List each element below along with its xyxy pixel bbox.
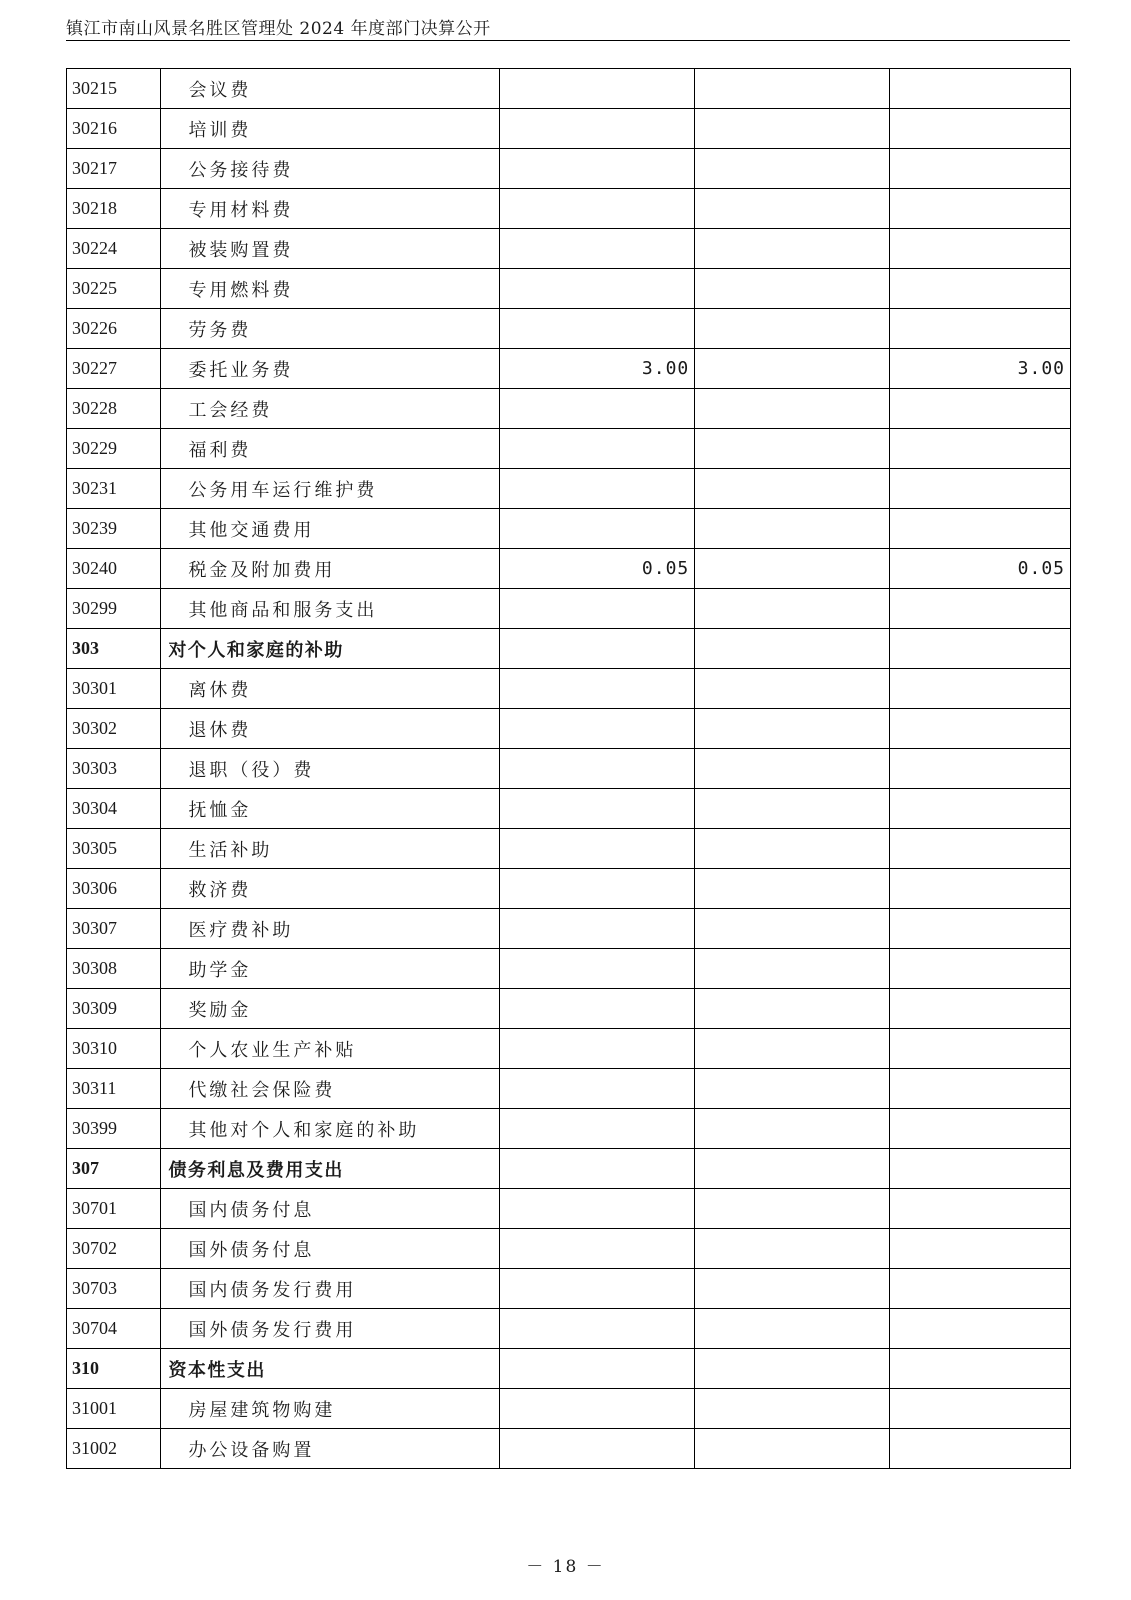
account-code-cell: 30701 <box>67 1189 161 1229</box>
amount-cell-col5 <box>890 749 1071 789</box>
table-row <box>67 749 1071 789</box>
amount-cell-col4 <box>695 1229 890 1269</box>
amount-cell-col3 <box>500 69 695 109</box>
table-group-row <box>67 1149 1071 1189</box>
amount-cell-col4 <box>695 229 890 269</box>
amount-cell-col3 <box>500 1189 695 1229</box>
amount-cell-col3 <box>500 989 695 1029</box>
amount-cell-col5 <box>890 69 1071 109</box>
account-code-cell: 30225 <box>67 269 161 309</box>
amount-cell-col3 <box>500 669 695 709</box>
account-name-cell: 抚恤金 <box>161 789 500 829</box>
amount-cell-col5 <box>890 1229 1071 1269</box>
account-code-cell: 30306 <box>67 869 161 909</box>
amount-cell-col5 <box>890 1149 1071 1189</box>
account-name-cell: 离休费 <box>161 669 500 709</box>
table-row <box>67 1229 1071 1269</box>
account-name-cell: 公务接待费 <box>161 149 500 189</box>
amount-cell-col3 <box>500 509 695 549</box>
account-name-cell: 房屋建筑物购建 <box>161 1389 500 1429</box>
account-name-cell: 国内债务付息 <box>161 1189 500 1229</box>
account-code-cell: 30301 <box>67 669 161 709</box>
account-name-cell: 其他商品和服务支出 <box>161 589 500 629</box>
amount-cell-col4 <box>695 629 890 669</box>
amount-cell-col4 <box>695 1269 890 1309</box>
amount-cell-col3 <box>500 1349 695 1389</box>
amount-cell-col3 <box>500 1389 695 1429</box>
page-number: － 18 － <box>526 1557 605 1577</box>
header-divider <box>66 40 1070 41</box>
table-row <box>67 869 1071 909</box>
amount-cell-col4 <box>695 109 890 149</box>
account-name-cell: 会议费 <box>161 69 500 109</box>
amount-cell-col5 <box>890 429 1071 469</box>
account-code-cell: 30227 <box>67 349 161 389</box>
account-code-cell: 310 <box>67 1349 161 1389</box>
amount-cell-col5 <box>890 669 1071 709</box>
amount-cell-col3 <box>500 1229 695 1269</box>
account-code-cell: 30399 <box>67 1109 161 1149</box>
amount-cell-col3 <box>500 749 695 789</box>
amount-cell-col4 <box>695 309 890 349</box>
amount-cell-col4 <box>695 669 890 709</box>
amount-cell-col4 <box>695 349 890 389</box>
amount-cell-col3 <box>500 1309 695 1349</box>
account-code-cell: 30307 <box>67 909 161 949</box>
table-row <box>67 1429 1071 1469</box>
account-code-cell: 31002 <box>67 1429 161 1469</box>
account-code-cell: 30217 <box>67 149 161 189</box>
account-name-cell: 税金及附加费用 <box>161 549 500 589</box>
amount-cell-col5 <box>890 1269 1071 1309</box>
amount-cell-col4 <box>695 749 890 789</box>
amount-cell-col5 <box>890 1429 1071 1469</box>
account-name-cell: 奖励金 <box>161 989 500 1029</box>
amount-cell-col3 <box>500 949 695 989</box>
account-code-cell: 30218 <box>67 189 161 229</box>
table-row <box>67 1389 1071 1429</box>
account-name-cell: 被装购置费 <box>161 229 500 269</box>
amount-cell-col4 <box>695 69 890 109</box>
account-name-cell: 资本性支出 <box>161 1349 500 1389</box>
table-group-row <box>67 1349 1071 1389</box>
amount-cell-col3 <box>500 1109 695 1149</box>
table-row <box>67 669 1071 709</box>
account-name-cell: 公务用车运行维护费 <box>161 469 500 509</box>
account-code-cell: 30240 <box>67 549 161 589</box>
account-name-cell: 其他交通费用 <box>161 509 500 549</box>
amount-cell-col4 <box>695 1309 890 1349</box>
amount-cell-col4 <box>695 1389 890 1429</box>
amount-cell-col3 <box>500 1149 695 1189</box>
table-row <box>67 949 1071 989</box>
amount-cell-col3 <box>500 829 695 869</box>
amount-cell-col5 <box>890 949 1071 989</box>
amount-cell-col4 <box>695 549 890 589</box>
amount-cell-col4 <box>695 149 890 189</box>
amount-cell-col3 <box>500 1429 695 1469</box>
account-name-cell: 退职（役）费 <box>161 749 500 789</box>
amount-cell-col5 <box>890 1349 1071 1389</box>
document-header-title: 镇江市南山风景名胜区管理处 2024 年度部门决算公开 <box>66 19 491 39</box>
amount-cell-col5 <box>890 989 1071 1029</box>
amount-cell-col4 <box>695 1429 890 1469</box>
table-group-row <box>67 629 1071 669</box>
account-code-cell: 30704 <box>67 1309 161 1349</box>
account-name-cell: 对个人和家庭的补助 <box>161 629 500 669</box>
account-code-cell: 30310 <box>67 1029 161 1069</box>
account-name-cell: 代缴社会保险费 <box>161 1069 500 1109</box>
amount-cell-col5 <box>890 509 1071 549</box>
table-row <box>67 1269 1071 1309</box>
account-code-cell: 30304 <box>67 789 161 829</box>
amount-cell-col4 <box>695 469 890 509</box>
amount-cell-col4 <box>695 989 890 1029</box>
amount-cell-col4 <box>695 509 890 549</box>
amount-cell-col3: 3.00 <box>500 349 695 389</box>
account-code-cell: 31001 <box>67 1389 161 1429</box>
amount-cell-col4 <box>695 1029 890 1069</box>
table-row <box>67 989 1071 1029</box>
amount-cell-col3: 0.05 <box>500 549 695 589</box>
amount-cell-col3 <box>500 1269 695 1309</box>
table-row <box>67 149 1071 189</box>
table-row <box>67 549 1071 589</box>
account-name-cell: 债务利息及费用支出 <box>161 1149 500 1189</box>
amount-cell-col5 <box>890 149 1071 189</box>
amount-cell-col3 <box>500 629 695 669</box>
account-code-cell: 30216 <box>67 109 161 149</box>
amount-cell-col5 <box>890 709 1071 749</box>
account-code-cell: 30303 <box>67 749 161 789</box>
amount-cell-col3 <box>500 189 695 229</box>
account-name-cell: 劳务费 <box>161 309 500 349</box>
expenditure-table <box>66 68 1071 1469</box>
expenditure-table-body <box>67 69 1071 1469</box>
amount-cell-col5 <box>890 309 1071 349</box>
account-name-cell: 救济费 <box>161 869 500 909</box>
account-code-cell: 30308 <box>67 949 161 989</box>
account-code-cell: 303 <box>67 629 161 669</box>
amount-cell-col4 <box>695 949 890 989</box>
table-row <box>67 229 1071 269</box>
amount-cell-col5 <box>890 1309 1071 1349</box>
table-row <box>67 309 1071 349</box>
account-name-cell: 委托业务费 <box>161 349 500 389</box>
account-name-cell: 生活补助 <box>161 829 500 869</box>
amount-cell-col5 <box>890 469 1071 509</box>
amount-cell-col5 <box>890 1389 1071 1429</box>
table-row <box>67 589 1071 629</box>
amount-cell-col3 <box>500 429 695 469</box>
table-row <box>67 909 1071 949</box>
amount-cell-col5 <box>890 1069 1071 1109</box>
amount-cell-col3 <box>500 1069 695 1109</box>
amount-cell-col4 <box>695 869 890 909</box>
amount-cell-col3 <box>500 389 695 429</box>
amount-cell-col4 <box>695 909 890 949</box>
table-row <box>67 1189 1071 1229</box>
amount-cell-col3 <box>500 589 695 629</box>
table-row <box>67 469 1071 509</box>
account-code-cell: 30302 <box>67 709 161 749</box>
amount-cell-col3 <box>500 309 695 349</box>
table-row <box>67 1109 1071 1149</box>
account-name-cell: 工会经费 <box>161 389 500 429</box>
amount-cell-col5 <box>890 1109 1071 1149</box>
account-name-cell: 国外债务发行费用 <box>161 1309 500 1349</box>
amount-cell-col4 <box>695 789 890 829</box>
amount-cell-col3 <box>500 109 695 149</box>
amount-cell-col5 <box>890 629 1071 669</box>
amount-cell-col4 <box>695 429 890 469</box>
table-row <box>67 829 1071 869</box>
amount-cell-col4 <box>695 1109 890 1149</box>
table-row <box>67 269 1071 309</box>
amount-cell-col4 <box>695 1349 890 1389</box>
amount-cell-col4 <box>695 269 890 309</box>
amount-cell-col4 <box>695 1069 890 1109</box>
account-name-cell: 福利费 <box>161 429 500 469</box>
account-code-cell: 30215 <box>67 69 161 109</box>
amount-cell-col5: 3.00 <box>890 349 1071 389</box>
table-row <box>67 389 1071 429</box>
amount-cell-col4 <box>695 829 890 869</box>
amount-cell-col5 <box>890 829 1071 869</box>
amount-cell-col5 <box>890 1189 1071 1229</box>
table-row <box>67 429 1071 469</box>
table-row <box>67 1309 1071 1349</box>
account-code-cell: 30239 <box>67 509 161 549</box>
account-code-cell: 30311 <box>67 1069 161 1109</box>
account-name-cell: 退休费 <box>161 709 500 749</box>
account-code-cell: 307 <box>67 1149 161 1189</box>
amount-cell-col5 <box>890 269 1071 309</box>
amount-cell-col5 <box>890 389 1071 429</box>
account-name-cell: 专用燃料费 <box>161 269 500 309</box>
amount-cell-col5 <box>890 109 1071 149</box>
table-row <box>67 189 1071 229</box>
account-code-cell: 30299 <box>67 589 161 629</box>
account-code-cell: 30703 <box>67 1269 161 1309</box>
table-row <box>67 509 1071 549</box>
amount-cell-col5 <box>890 589 1071 629</box>
account-code-cell: 30231 <box>67 469 161 509</box>
amount-cell-col4 <box>695 1189 890 1229</box>
amount-cell-col3 <box>500 909 695 949</box>
account-code-cell: 30228 <box>67 389 161 429</box>
amount-cell-col5 <box>890 789 1071 829</box>
account-name-cell: 办公设备购置 <box>161 1429 500 1469</box>
amount-cell-col5 <box>890 1029 1071 1069</box>
account-name-cell: 专用材料费 <box>161 189 500 229</box>
table-row <box>67 709 1071 749</box>
account-name-cell: 培训费 <box>161 109 500 149</box>
account-code-cell: 30305 <box>67 829 161 869</box>
table-row <box>67 1069 1071 1109</box>
amount-cell-col5: 0.05 <box>890 549 1071 589</box>
table-row <box>67 789 1071 829</box>
amount-cell-col3 <box>500 149 695 189</box>
amount-cell-col3 <box>500 469 695 509</box>
table-row <box>67 1029 1071 1069</box>
amount-cell-col3 <box>500 869 695 909</box>
amount-cell-col3 <box>500 229 695 269</box>
account-code-cell: 30224 <box>67 229 161 269</box>
amount-cell-col5 <box>890 909 1071 949</box>
amount-cell-col4 <box>695 1149 890 1189</box>
amount-cell-col3 <box>500 1029 695 1069</box>
amount-cell-col4 <box>695 589 890 629</box>
amount-cell-col5 <box>890 189 1071 229</box>
account-code-cell: 30702 <box>67 1229 161 1269</box>
account-name-cell: 国内债务发行费用 <box>161 1269 500 1309</box>
amount-cell-col4 <box>695 709 890 749</box>
account-name-cell: 助学金 <box>161 949 500 989</box>
account-code-cell: 30309 <box>67 989 161 1029</box>
amount-cell-col3 <box>500 269 695 309</box>
account-code-cell: 30226 <box>67 309 161 349</box>
amount-cell-col5 <box>890 229 1071 269</box>
account-name-cell: 医疗费补助 <box>161 909 500 949</box>
account-code-cell: 30229 <box>67 429 161 469</box>
amount-cell-col3 <box>500 709 695 749</box>
account-name-cell: 其他对个人和家庭的补助 <box>161 1109 500 1149</box>
amount-cell-col5 <box>890 869 1071 909</box>
amount-cell-col4 <box>695 189 890 229</box>
amount-cell-col4 <box>695 389 890 429</box>
table-row <box>67 109 1071 149</box>
amount-cell-col3 <box>500 789 695 829</box>
account-name-cell: 个人农业生产补贴 <box>161 1029 500 1069</box>
account-name-cell: 国外债务付息 <box>161 1229 500 1269</box>
table-row <box>67 69 1071 109</box>
table-row <box>67 349 1071 389</box>
